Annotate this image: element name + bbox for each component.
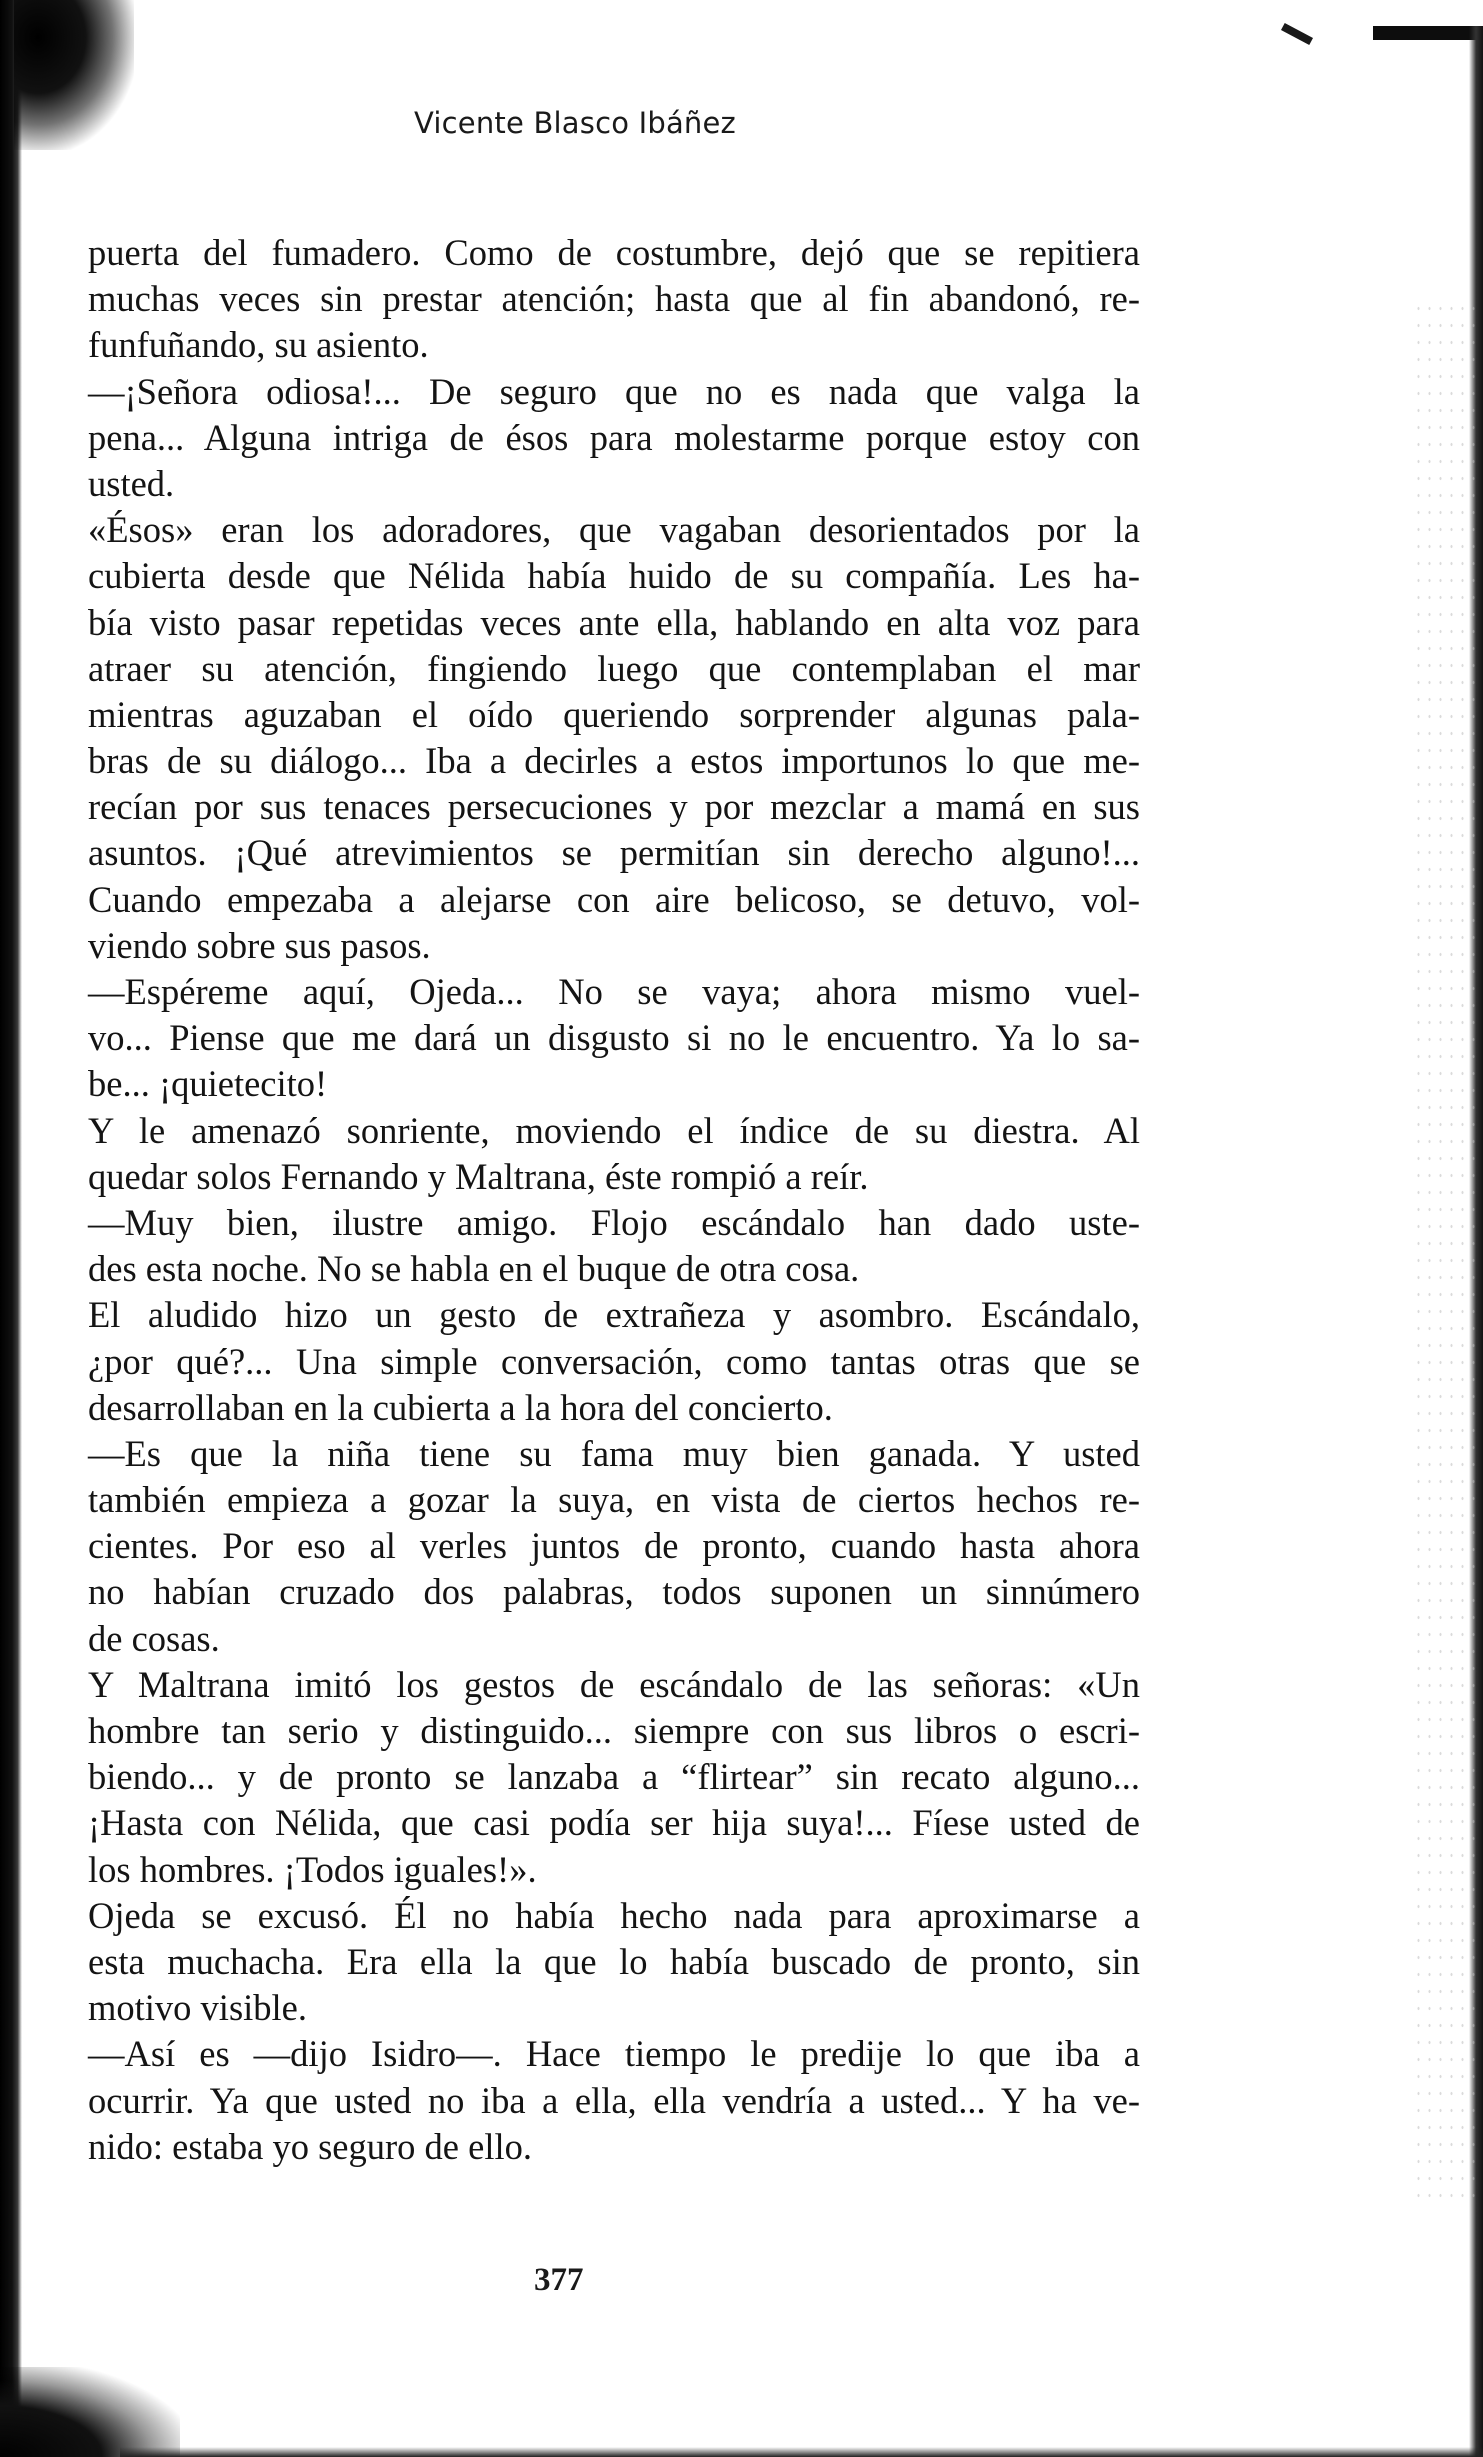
text-line: «Ésos» eran los adoradores, que vagaban desorientados por la	[88, 509, 1140, 551]
text-line: desarrollaban en la cubierta a la hora del concierto.	[88, 1386, 833, 1428]
scan-shadow-bottom-left	[0, 2367, 180, 2457]
text-line: cientes. Por eso al verles juntos de pronto, cuando hasta ahora	[88, 1525, 1140, 1567]
text-line: ocurrir. Ya que usted no iba a ella, ella vendría a usted... Y ha ve-	[88, 2079, 1140, 2121]
text-line: atraer su atención, fingiendo luego que contemplaban el mar	[88, 647, 1140, 689]
text-line: viendo sobre sus pasos.	[88, 924, 431, 966]
text-line: quedar solos Fernando y Maltrana, éste rompió a reír.	[88, 1155, 869, 1197]
text-line: be... ¡quietecito!	[88, 1063, 328, 1105]
text-line: —Así es —dijo Isidro—. Hace tiempo le predije lo que iba a	[88, 2033, 1140, 2075]
text-line: nido: estaba yo seguro de ello.	[88, 2125, 532, 2167]
text-line: cubierta desde que Nélida había huido de su compañía. Les ha-	[88, 555, 1140, 597]
text-line: —¡Señora odiosa!... De seguro que no es nada que valga la	[88, 370, 1140, 412]
text-line: también empieza a gozar la suya, en vista de ciertos hechos re-	[88, 1479, 1140, 1521]
text-line: usted.	[88, 462, 175, 504]
text-line: —Muy bien, ilustre amigo. Flojo escándalo han dado uste-	[88, 1201, 1140, 1243]
text-line: bía visto pasar repetidas veces ante ella, hablando en alta voz para	[88, 601, 1140, 643]
text-line: motivo visible.	[88, 1987, 307, 2029]
text-line: pena... Alguna intriga de ésos para molestarme porque estoy con	[88, 416, 1140, 458]
scan-shadow-top-left	[14, 0, 134, 150]
text-line: hombre tan serio y distinguido... siempre con sus libros o escri-	[88, 1710, 1140, 1751]
text-line: bras de su diálogo... Iba a decirles a estos importunos lo que me-	[88, 740, 1140, 782]
running-header: Vicente Blasco Ibáñez	[414, 106, 736, 140]
text-line: des esta noche. No se habla en el buque de otra cosa.	[88, 1248, 860, 1290]
text-line: ¡Hasta con Nélida, que casi podía ser hija suya!... Fíese usted de	[88, 1802, 1140, 1844]
text-line: de cosas.	[88, 1617, 220, 1659]
text-line: funfuñando, su asiento.	[88, 324, 429, 366]
text-line: Ojeda se excusó. Él no había hecho nada para aproximarse a	[88, 1894, 1140, 1936]
text-line: Y le amenazó sonriente, moviendo el índice de su diestra. Al	[88, 1109, 1140, 1151]
scan-edge-left	[0, 0, 22, 2457]
text-line: los hombres. ¡Todos iguales!».	[88, 1848, 537, 1890]
text-line: no habían cruzado dos palabras, todos suponen un sinnúmero	[88, 1571, 1140, 1613]
text-line: Cuando empezaba a alejarse con aire belicoso, se detuvo, vol-	[88, 878, 1140, 920]
page-number: 377	[534, 2262, 584, 2298]
text-line: ¿por qué?... Una simple conversación, como tantas otras que se	[88, 1340, 1140, 1382]
body-text	[88, 230, 1140, 2170]
text-line: recían por sus tenaces persecuciones y por mezclar a mamá en sus	[88, 786, 1140, 828]
text-line: El aludido hizo un gesto de extrañeza y asombro. Escándalo,	[88, 1294, 1140, 1336]
text-line: asuntos. ¡Qué atrevimientos se permitían sin derecho alguno!...	[88, 832, 1140, 874]
text-line: vo... Piense que me dará un disgusto si no le encuentro. Ya lo sa-	[88, 1017, 1140, 1059]
scan-edge-bottom	[120, 2447, 1483, 2457]
text-line: Y Maltrana imitó los gestos de escándalo de las señoras: «Un	[88, 1663, 1140, 1705]
text-line: —Espéreme aquí, Ojeda... No se vaya; ahora mismo vuel-	[88, 971, 1140, 1012]
scan-edge-top-right	[1373, 26, 1483, 40]
text-line: —Es que la niña tiene su fama muy bien ganada. Y usted	[88, 1432, 1140, 1474]
text-line: mientras aguzaban el oído queriendo sorprender algunas pala-	[88, 693, 1140, 735]
text-line: esta muchacha. Era ella la que lo había buscado de pronto, sin	[88, 1940, 1140, 1982]
scan-mark-top	[1281, 23, 1313, 45]
text-line: biendo... y de pronto se lanzaba a “flirtear” sin recato alguno...	[88, 1756, 1140, 1798]
scan-speckle	[1413, 300, 1483, 2200]
text-line: muchas veces sin prestar atención; hasta que al fin abandonó, re-	[88, 278, 1140, 320]
text-line: puerta del fumadero. Como de costumbre, dejó que se repitiera	[88, 232, 1140, 273]
